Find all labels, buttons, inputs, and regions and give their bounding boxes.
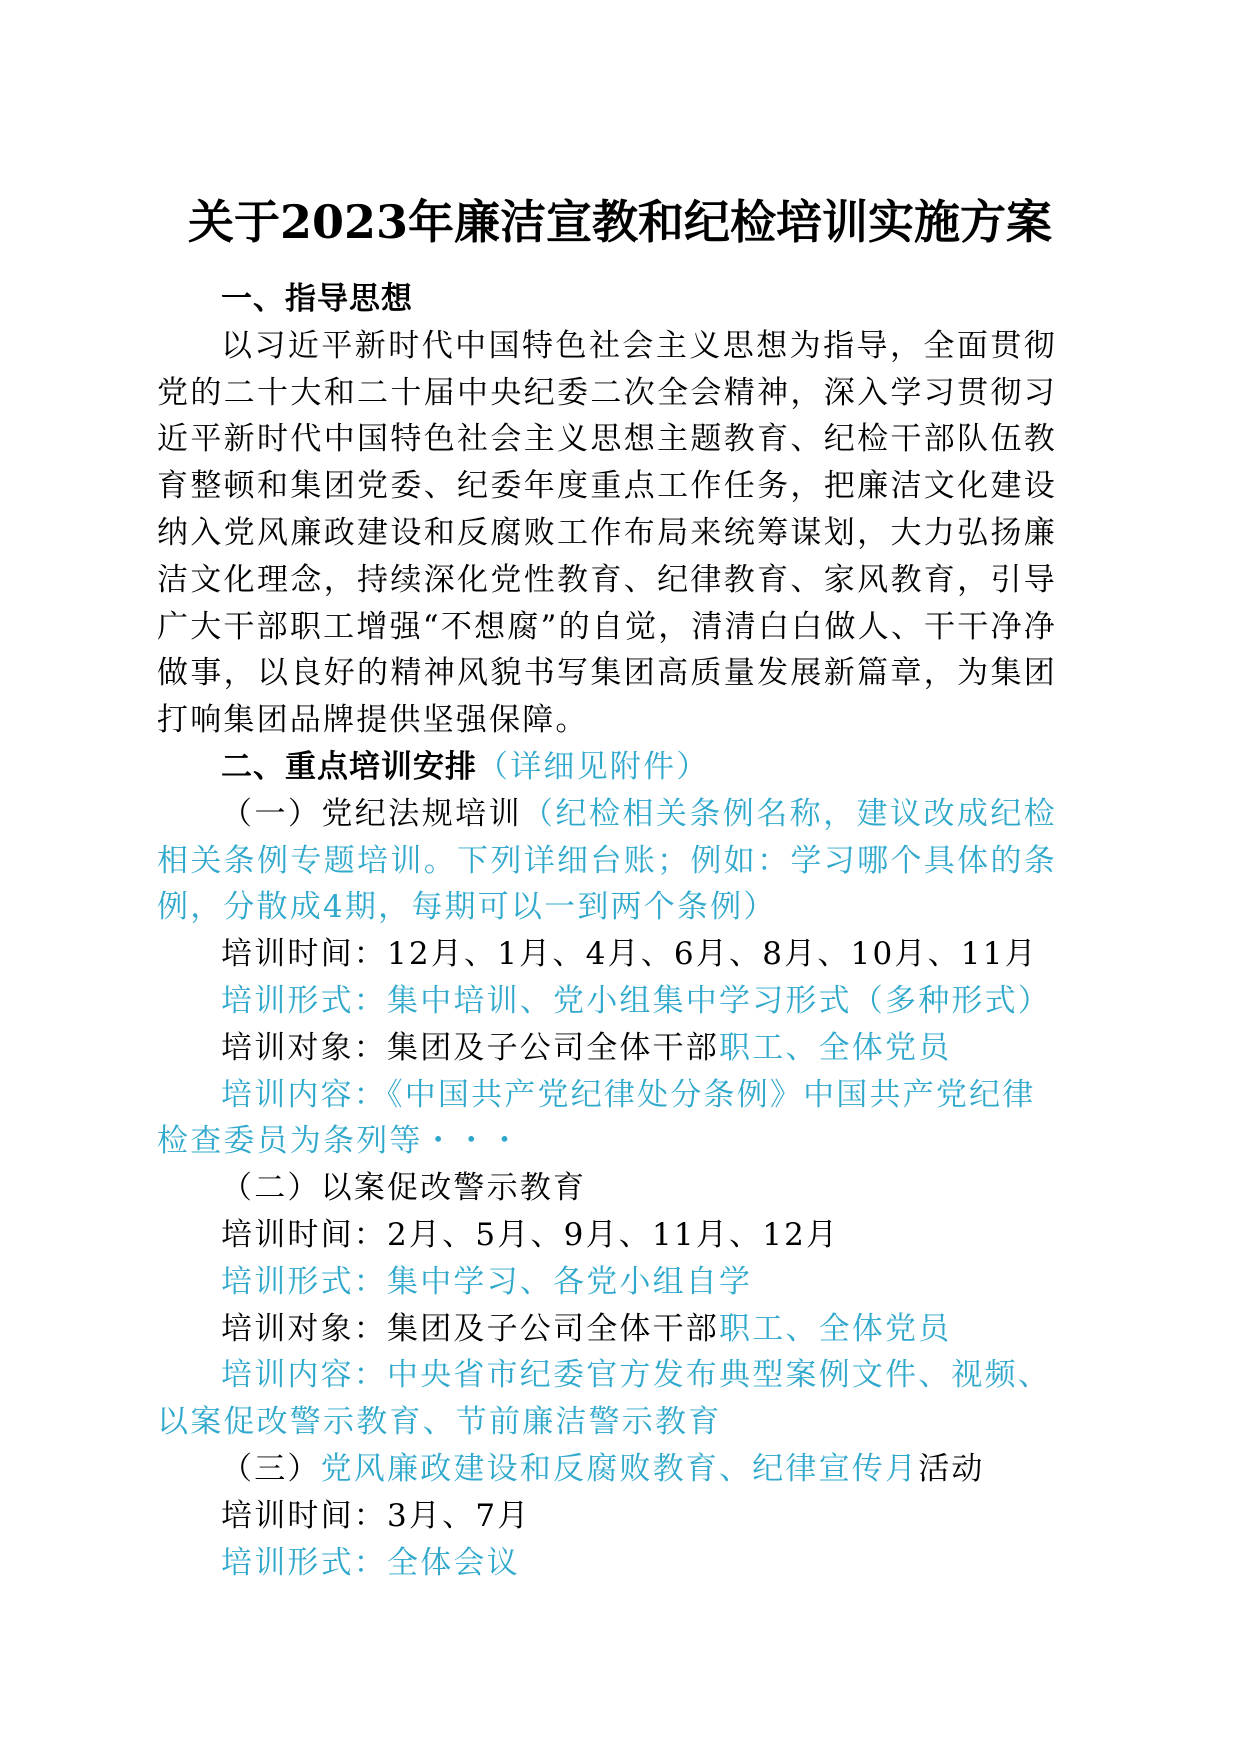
item-2-target bbox=[157, 1306, 1057, 1353]
item-2-time: 培训时间：2月、5月、9月、11月、12月 bbox=[221, 1216, 840, 1253]
item-1-title-line bbox=[157, 791, 1057, 931]
item-3-title-blue: 党风廉政建设和反腐败教育、纪律宣传月 bbox=[320, 1450, 919, 1487]
item-3-form: 培训形式：全体会议 bbox=[221, 1544, 520, 1581]
item-3-time: 培训时间：3月、7月 bbox=[221, 1497, 531, 1534]
section-1-paragraph: 以习近平新时代中国特色社会主义思想为指导，全面贯彻党的二十大和二十届中央纪委二次全会精神，深入学习贯彻习近平新时代中国特色社会主义思想主题教育、纪检干部队伍教育整顿和集团党委、纪委年度重点工作任务，把廉洁文化建设纳入党风廉政建设和反腐败工作布局来统筹谋划，大力弘扬廉洁文化理念，持续深化党性教育、纪律教育、家风教育，引导广大干部职工增强“不想腐”的自觉，清清白白做人、干干净净做事，以良好的精神风貌书写集团高质量发展新篇章，为集团打响集团品牌提供坚强保障。 bbox=[157, 327, 1057, 739]
item-2-target-suffix: 职工、全体党员 bbox=[719, 1310, 952, 1347]
item-1-form: 培训形式：集中培训、党小组集中学习形式（多种形式） bbox=[221, 982, 1051, 1019]
item-1-title-note: （纪检相关条例名称，建议改成纪检相关条例专题培训。下列详细台账；例如：学习哪个具体的条例，分散成4期，每期可以一到两个条例） bbox=[157, 795, 1057, 926]
item-1-time: 培训时间：12月、1月、4月、6月、8月、10月、11月 bbox=[221, 936, 1038, 973]
document-body bbox=[157, 276, 1057, 1586]
item-2-form: 培训形式：集中学习、各党小组自学 bbox=[221, 1263, 753, 1300]
item-1-content: 培训内容：《中国共产党纪律处分条例》中国共产党纪律检查委员为条列等・・・ bbox=[157, 1076, 1036, 1160]
item-2-target-prefix: 培训对象：集团及子公司全体干部 bbox=[221, 1310, 719, 1347]
document-title: 关于2023年廉洁宣教和纪检培训实施方案 bbox=[187, 195, 1053, 249]
item-3-title-suffix: 活动 bbox=[918, 1450, 985, 1487]
item-1-title: （一）党纪法规培训 bbox=[221, 795, 523, 832]
section-1-heading: 一、指导思想 bbox=[221, 281, 413, 317]
section-2-heading-note: （详细见附件） bbox=[477, 748, 710, 785]
item-2-title: （二）以案促改警示教育 bbox=[221, 1170, 587, 1207]
section-2-heading: 二、重点培训安排 bbox=[221, 748, 477, 785]
item-3-title-prefix: （三） bbox=[221, 1450, 321, 1487]
item-1-target-prefix: 培训对象：集团及子公司全体干部 bbox=[221, 1029, 719, 1066]
item-3-title-line bbox=[157, 1446, 1057, 1493]
item-1-target bbox=[157, 1025, 1057, 1072]
section-2-heading-line bbox=[157, 744, 1057, 791]
item-2-content: 培训内容：中央省市纪委官方发布典型案例文件、视频、以案促改警示教育、节前廉洁警示教育 bbox=[157, 1357, 1051, 1441]
item-1-target-suffix: 职工、全体党员 bbox=[719, 1029, 952, 1066]
